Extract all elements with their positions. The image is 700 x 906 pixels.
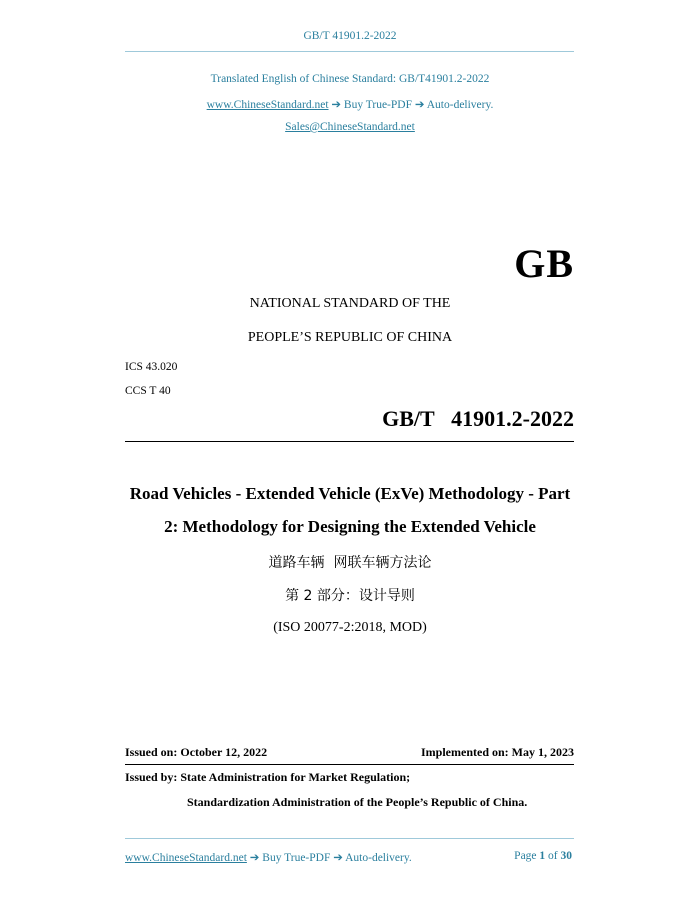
national-standard-line2: PEOPLE’S REPUBLIC OF CHINA [247, 330, 453, 345]
implemented-on: Implemented on: May 1, 2023 [421, 745, 574, 759]
total-pages: 30 [560, 850, 572, 862]
gb-logo: GB [514, 241, 574, 286]
title-chinese-line2: 第 2 部分：设计导则 [285, 588, 415, 604]
title-english-line2: 2: Methodology for Designing the Extended Vehicle [164, 517, 536, 536]
header-promo-line [0, 97, 700, 111]
footer-promo-line [125, 850, 412, 864]
ccs-code: CCS T 40 [125, 385, 171, 397]
iso-reference: (ISO 20077-2:2018, MOD) [273, 620, 427, 635]
footer-site-link[interactable]: www.ChineseStandard.net [125, 852, 247, 864]
page-number: 1 [539, 850, 546, 862]
issued-by-line1: Issued by: State Administration for Market Regulation; [125, 770, 411, 784]
header-divider [125, 51, 574, 52]
issued-by-line2: Standardization Administration of the People’s Republic of China. [187, 795, 528, 809]
header-site-link[interactable]: www.ChineseStandard.net [206, 99, 329, 111]
page-label: Page [514, 850, 537, 862]
footer-site-suffix: ➔ Buy True-PDF ➔ Auto-delivery. [246, 852, 412, 864]
email-link[interactable]: Sales@ChineseStandard.net [285, 121, 415, 133]
standard-number: GB/T 41901.2-2022 [382, 406, 574, 431]
title-divider [125, 441, 574, 442]
page-indicator [514, 850, 572, 862]
header-doc-code: GB/T 41901.2-2022 [303, 30, 397, 42]
issue-divider [125, 764, 574, 765]
translated-line: Translated English of Chinese Standard: GB/T41901.2-2022 [210, 73, 490, 85]
email-line [0, 121, 700, 133]
national-standard-line1: NATIONAL STANDARD OF THE [249, 296, 451, 311]
header-site-suffix: ➔ Buy True-PDF ➔ Auto-delivery. [328, 99, 494, 111]
of-label: of [548, 850, 558, 862]
title-english-line1: Road Vehicles - Extended Vehicle (ExVe) Methodology - Part [129, 484, 571, 503]
issued-on: Issued on: October 12, 2022 [125, 745, 268, 759]
title-chinese-line1: 道路车辆 网联车辆方法论 [268, 555, 432, 571]
footer-divider [125, 838, 574, 839]
ics-code: ICS 43.020 [125, 361, 178, 373]
